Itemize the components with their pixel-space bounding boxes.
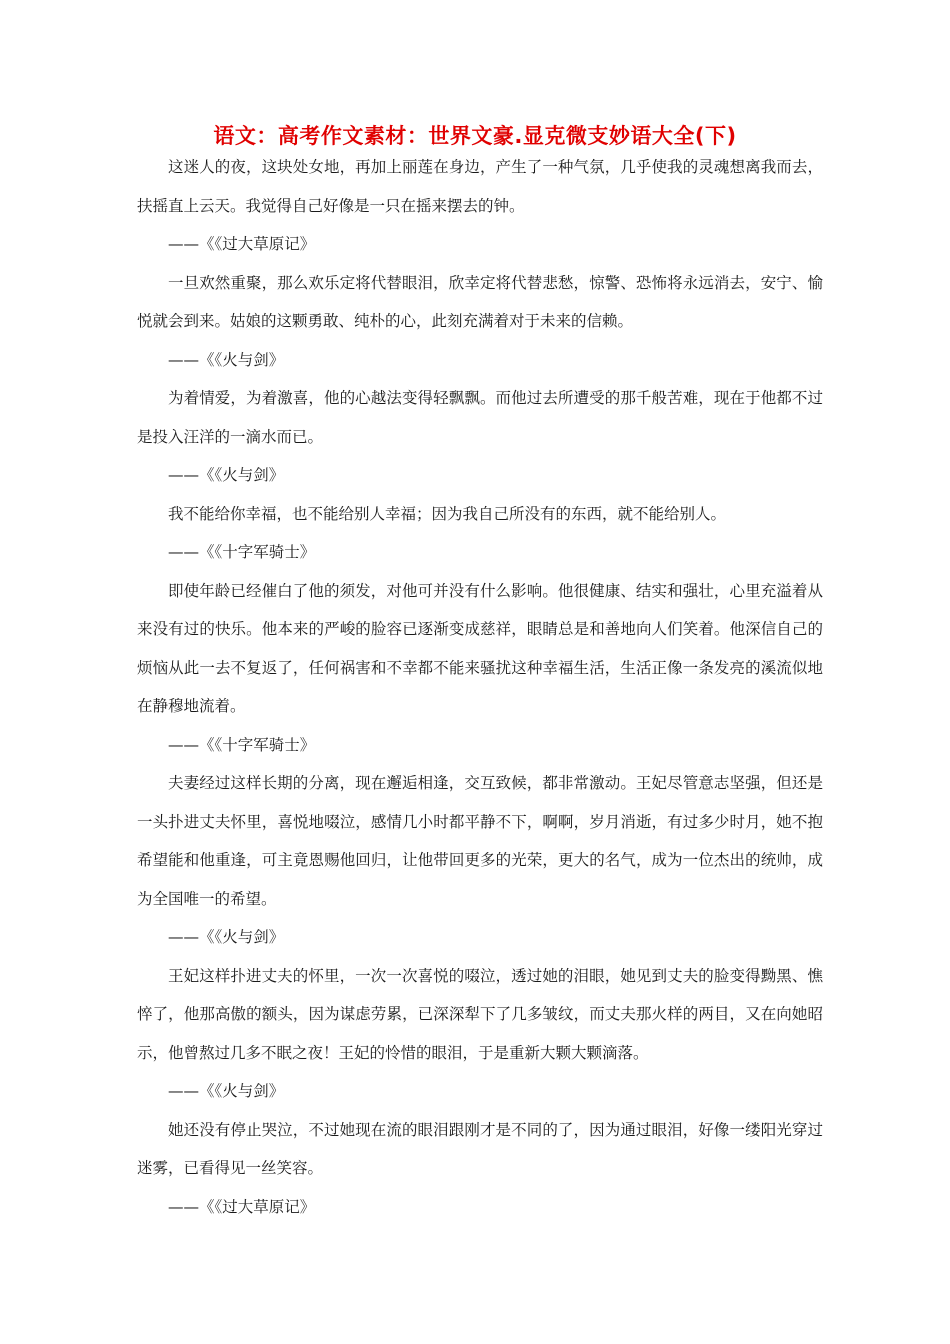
- quote-paragraph: 为着情爱，为着激喜，他的心越法变得轻飘飘。而他过去所遭受的那千般苦难，现在于他都不过是投入汪洋的一滴水而已。: [137, 389, 823, 446]
- quote-source: ——《《火与剑》: [168, 350, 285, 369]
- quote-source: ——《《过大草原记》: [168, 235, 316, 253]
- quote-source: ——《《过大草原记》: [168, 1197, 316, 1216]
- quote-source: ——《《十字军骑士》: [168, 735, 316, 754]
- quote-paragraph: 这迷人的夜，这块处女地，再加上丽莲在身边，产生了一种气氛，几乎使我的灵魂想离我而去，扶摇直上云天。我觉得自己好像是一只在摇来摆去的钟。: [137, 158, 823, 215]
- quote-source: ——《《十字军骑士》: [168, 543, 316, 561]
- quote-source: ——《《火与剑》: [168, 1082, 285, 1100]
- quote-paragraph: 她还没有停止哭泣，不过她现在流的眼泪跟刚才是不同的了，因为通过眼泪，好像一缕阳光穿过迷雾，已看得见一丝笑容。: [137, 1120, 823, 1177]
- quote-paragraph: 我不能给你幸福，也不能给别人幸福；因为我自己所没有的东西，就不能给别人。: [168, 504, 727, 523]
- quote-paragraph: 夫妻经过这样长期的分离，现在邂逅相逢，交互致候，都非常激动。王妃尽管意志坚强，但还是一头扑进丈夫怀里，喜悦地啜泣，感情几小时都平静不下，啊啊，岁月消逝，有过多少时月，她不抱希望能和他重逢，可主竟恩赐他回归，让他带回更多的光荣，更大的名气，成为一位杰出的统帅，成为全国唯一的希望。: [137, 774, 823, 908]
- quote-source: ——《《火与剑》: [168, 928, 285, 946]
- quote-paragraph: 即使年龄已经催白了他的须发，对他可并没有什么影响。他很健康、结实和强壮，心里充溢着从来没有过的快乐。他本来的严峻的脸容已逐渐变成慈祥，眼睛总是和善地向人们笑着。他深信自己的烦恼从此一去不复返了，任何祸害和不幸都不能来骚扰这种幸福生活，生活正像一条发亮的溪流似地在静穆地流着。: [137, 581, 823, 715]
- quote-paragraph: 王妃这样扑进丈夫的怀里，一次一次喜悦的啜泣，透过她的泪眼，她见到丈夫的脸变得黝黑、憔悴了，他那高傲的额头，因为谋虑劳累，已深深犁下了几多皱纹，而丈夫那火样的两目，又在向她昭示，他曾熬过几多不眠之夜！王妃的怜惜的眼泪，于是重新大颗大颗滴落。: [137, 966, 823, 1062]
- quote-paragraph: 一旦欢然重聚，那么欢乐定将代替眼泪，欣幸定将代替悲愁，惊警、恐怖将永远消去，安宁、愉悦就会到来。姑娘的这颗勇敢、纯朴的心，此刻充满着对于未来的信赖。: [137, 273, 823, 330]
- document-body: [137, 148, 823, 1226]
- document-title: 语文：高考作文素材：世界文豪.显克微支妙语大全(下): [213, 124, 737, 148]
- quote-source: ——《《火与剑》: [168, 466, 285, 484]
